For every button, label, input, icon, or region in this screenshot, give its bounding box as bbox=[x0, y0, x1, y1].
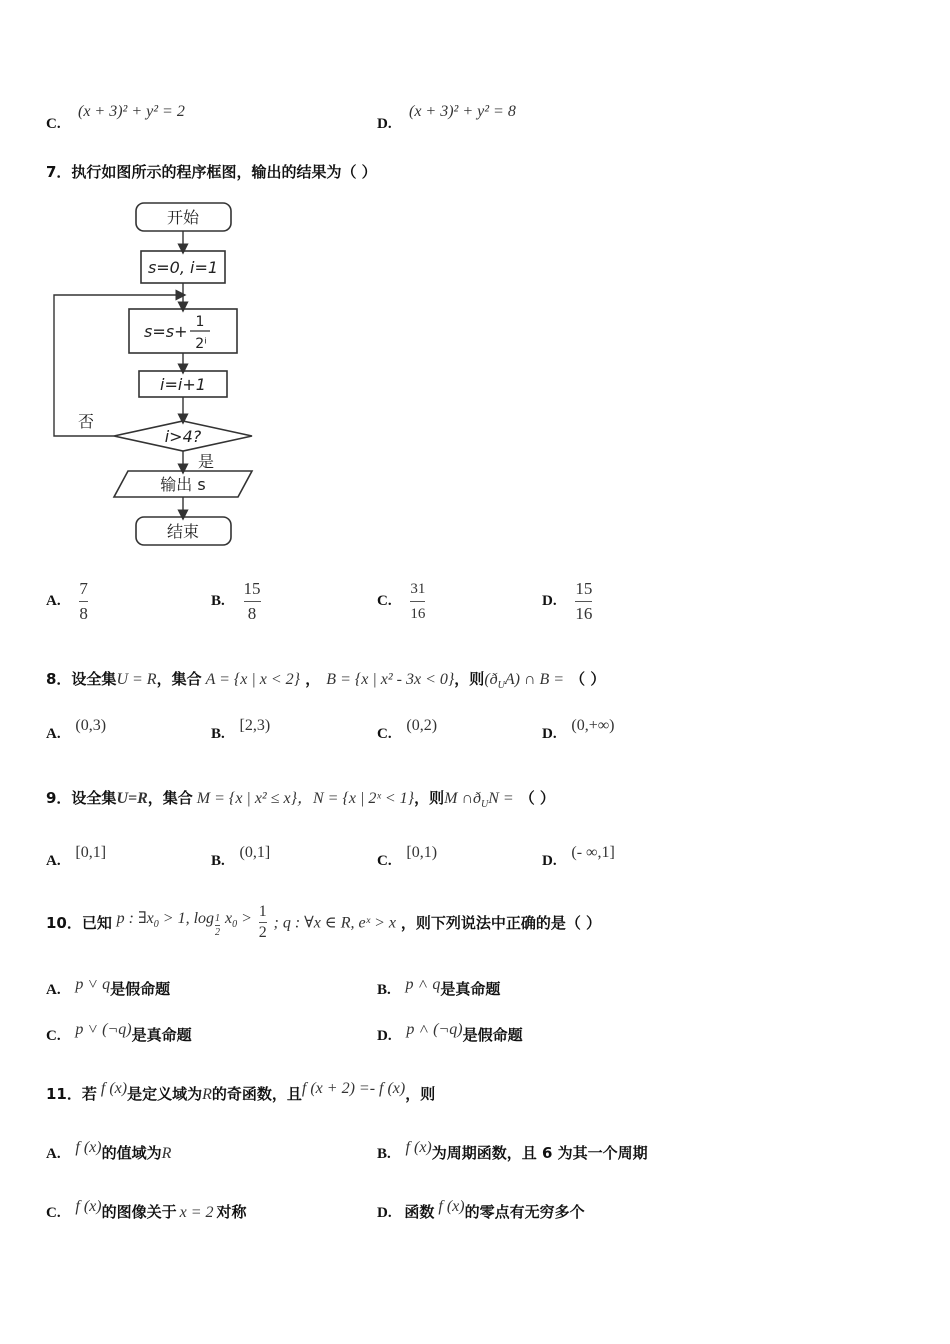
q10-option-a bbox=[46, 978, 170, 999]
option-label: C. bbox=[377, 593, 392, 609]
q6-option-c bbox=[46, 114, 61, 133]
q10-option-c bbox=[46, 1021, 192, 1045]
option-value: (0,1] bbox=[239, 844, 271, 861]
option-expr: p ˅ q bbox=[75, 976, 111, 993]
option-label: B. bbox=[377, 982, 391, 998]
option-label: C. bbox=[377, 726, 392, 742]
q8-option-c bbox=[377, 717, 438, 743]
math-fx: f (x) bbox=[100, 1080, 128, 1097]
flow-output-text: 输出 s bbox=[160, 475, 206, 494]
flow-update-i-text: i=i+1 bbox=[160, 375, 206, 394]
stem-text: ，则 bbox=[405, 1085, 436, 1103]
stem-text: 10．已知 bbox=[46, 914, 112, 932]
math-universal-set: U=R bbox=[116, 790, 148, 807]
q9-option-d bbox=[542, 844, 615, 870]
math-expr: (ð bbox=[484, 671, 498, 688]
option-label: C. bbox=[46, 116, 61, 132]
stem-text: 11．若 bbox=[46, 1085, 97, 1103]
option-label: B. bbox=[377, 1146, 391, 1162]
option-label: D. bbox=[542, 726, 557, 742]
math-set-b: B = {x | x² - 3x < 0} bbox=[326, 671, 455, 688]
option-tail: R bbox=[161, 1145, 172, 1162]
math-r: R bbox=[202, 1086, 212, 1103]
flow-no-label: 否 bbox=[78, 412, 95, 431]
flow-decision-text: i>4? bbox=[164, 427, 202, 446]
option-text: 的值域为 bbox=[101, 1144, 162, 1162]
math-proposition-q: ; q : ∀x ∈ R, eˣ > x bbox=[273, 914, 397, 932]
stem-text: ，则下列说法中正确的是（ ） bbox=[400, 914, 602, 932]
q11-option-d bbox=[377, 1198, 585, 1222]
option-text: 是真命题 bbox=[131, 1026, 192, 1044]
flow-update-s-den: 2ⁱ bbox=[195, 336, 207, 352]
q7-option-c bbox=[377, 578, 425, 625]
option-label: B. bbox=[211, 593, 225, 609]
option-fraction: $\frac{15}{8}$ bbox=[243, 579, 261, 623]
option-value: (0,2) bbox=[406, 717, 438, 734]
option-label: D. bbox=[542, 853, 557, 869]
stem-text: （ ） bbox=[570, 670, 606, 688]
q7-option-d bbox=[542, 578, 592, 625]
math-half: $\frac{1}{2}$ bbox=[258, 903, 267, 941]
option-label: A. bbox=[46, 593, 61, 609]
option-text: 是假命题 bbox=[110, 980, 171, 998]
math-functional-equation: f (x + 2) =- f (x) bbox=[301, 1080, 406, 1097]
option-label: B. bbox=[211, 726, 225, 742]
option-value: (0,3) bbox=[75, 717, 107, 734]
math-expr: M ∩ð bbox=[444, 790, 481, 807]
option-label: A. bbox=[46, 1146, 61, 1162]
option-label: B. bbox=[211, 853, 225, 869]
option-value: (- ∞,1] bbox=[571, 844, 615, 861]
option-label: A. bbox=[46, 726, 61, 742]
option-expr: f (x) bbox=[405, 1139, 432, 1156]
flow-start-text: 开始 bbox=[166, 208, 200, 227]
option-text: 是假命题 bbox=[462, 1026, 523, 1044]
option-label: D. bbox=[377, 1028, 392, 1044]
q7-option-a bbox=[46, 578, 88, 625]
math-set-m: M = {x | x² ≤ x} bbox=[196, 790, 297, 807]
math-set-n: ，N = {x | 2ˣ < 1} bbox=[297, 790, 415, 807]
option-text: 对称 bbox=[216, 1203, 247, 1221]
q6-option-c-expr: (x + 3)² + y² = 2 bbox=[78, 103, 185, 120]
q10-option-d bbox=[377, 1021, 523, 1045]
math-set-a: A = {x | x < 2} bbox=[205, 671, 301, 688]
option-label: C. bbox=[377, 853, 392, 869]
stem-text: 是定义域为 bbox=[127, 1085, 203, 1103]
option-text: 函数 bbox=[404, 1203, 435, 1221]
option-expr: p ˅ (¬q) bbox=[75, 1021, 132, 1038]
option-text: 为周期函数，且 6 为其一个周期 bbox=[431, 1144, 648, 1162]
option-value: [0,1] bbox=[75, 844, 107, 861]
math-proposition-p: p : $\exists x_0 > 1$, log $\frac{1}{2}$ $x_0$ > bbox=[116, 909, 252, 938]
option-expr: f (x) bbox=[75, 1139, 102, 1156]
option-value: (0,+∞) bbox=[571, 717, 615, 734]
option-label: A. bbox=[46, 853, 61, 869]
q9-option-a bbox=[46, 844, 107, 870]
q9-stem bbox=[46, 785, 555, 810]
stem-text: ，集合 bbox=[156, 670, 202, 688]
option-label: A. bbox=[46, 982, 61, 998]
q7-stem: 7．执行如图所示的程序框图，输出的结果为（ ） bbox=[46, 163, 377, 181]
flow-yes-label: 是 bbox=[198, 452, 215, 471]
option-label: D. bbox=[377, 1205, 392, 1221]
q8-option-a bbox=[46, 717, 107, 743]
option-label: D. bbox=[542, 593, 557, 609]
math-expr: N = bbox=[488, 790, 514, 807]
q11-option-c bbox=[46, 1198, 247, 1222]
math-universal-set: U = R bbox=[116, 671, 157, 688]
stem-text: ，则 bbox=[454, 670, 485, 688]
q11-option-a bbox=[46, 1139, 172, 1163]
stem-text: ，集合 bbox=[147, 789, 193, 807]
q11-option-b bbox=[377, 1139, 648, 1163]
flow-init-text: s=0, i=1 bbox=[147, 258, 219, 277]
stem-text: ，则 bbox=[414, 789, 445, 807]
option-label: C. bbox=[46, 1205, 61, 1221]
option-expr: p ˄ (¬q) bbox=[406, 1021, 463, 1038]
q6-option-d-expr: (x + 3)² + y² = 8 bbox=[409, 103, 516, 120]
q9-option-b bbox=[211, 844, 271, 870]
q8-stem: 8．设全集U = R，集合 A = {x | x < 2} ， B = {x | x² - 3x < 0}，则$(ð_UA)$ ∩ B = （ ） bbox=[46, 670, 606, 691]
option-text: 的图像关于 bbox=[101, 1203, 177, 1221]
q10-option-b bbox=[377, 978, 500, 999]
option-tail: x = 2 bbox=[179, 1204, 214, 1221]
option-text: 是真命题 bbox=[440, 980, 501, 998]
flow-end-text: 结束 bbox=[166, 522, 200, 541]
stem-text: 9．设全集 bbox=[46, 789, 117, 807]
option-value: [2,3) bbox=[239, 717, 271, 734]
q8-option-b bbox=[211, 717, 271, 743]
option-label: C. bbox=[46, 1028, 61, 1044]
stem-text: （ ） bbox=[519, 789, 555, 807]
q11-stem bbox=[46, 1080, 436, 1104]
option-fraction: $\frac{15}{16}$ bbox=[575, 579, 593, 623]
q8-option-d bbox=[542, 717, 615, 743]
option-expr: f (x) bbox=[75, 1198, 102, 1215]
stem-text: 8．设全集 bbox=[46, 670, 117, 688]
option-label: D. bbox=[377, 116, 392, 132]
option-fraction: $\frac{31}{16}$ bbox=[410, 581, 426, 622]
math-sub: U bbox=[481, 799, 489, 810]
q6-option-d bbox=[377, 114, 392, 133]
option-text: 的零点有无穷多个 bbox=[464, 1203, 585, 1221]
math-expr: A) ∩ B = bbox=[504, 671, 565, 688]
option-fraction: $\frac{7}{8}$ bbox=[79, 579, 88, 623]
stem-text: 的奇函数，且 bbox=[211, 1085, 302, 1103]
option-expr: p ˄ q bbox=[405, 976, 441, 993]
q9-option-c bbox=[377, 844, 438, 870]
q10-stem bbox=[46, 903, 601, 942]
math-sub: U bbox=[497, 680, 505, 691]
q7-flowchart bbox=[40, 195, 270, 555]
flow-update-s-lhs: s=s+ bbox=[144, 322, 188, 341]
flow-update-s-num: 1 bbox=[195, 314, 205, 330]
q7-option-b bbox=[211, 578, 261, 625]
option-expr: f (x) bbox=[438, 1198, 465, 1215]
option-value: [0,1) bbox=[406, 844, 438, 861]
